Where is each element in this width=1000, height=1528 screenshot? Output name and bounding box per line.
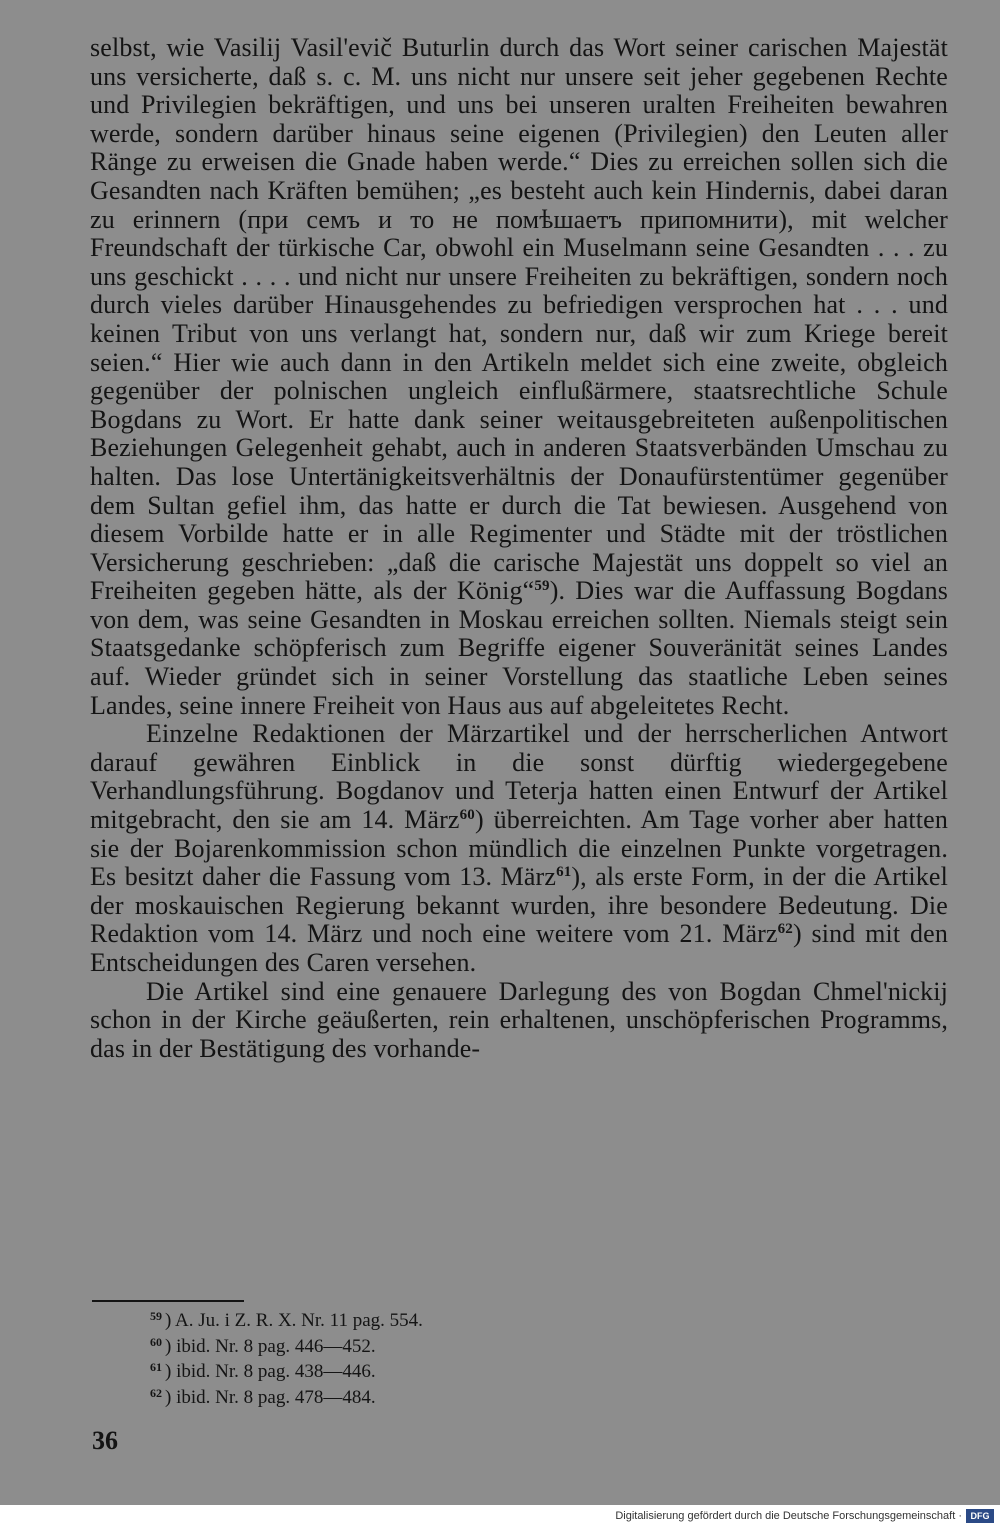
footnote-text: ) ibid. Nr. 8 pag. 446—452. — [165, 1335, 376, 1357]
footnote-ref-62[interactable]: 62 — [777, 921, 793, 938]
paragraph-text: Einzelne Redaktionen der Märzartikel und der herrscherlichen Antwort darauf gewähren Einblick in die sonst dürftig wiedergegebene Verhandlungsführung. Bogdanov und Teterja hatten einen Entwurf der Artikel mitgebracht, den sie am 14. März — [90, 719, 948, 835]
footnote-ref-61[interactable]: 61 — [556, 864, 572, 881]
footnote-divider — [92, 1300, 244, 1302]
footnote-text: ) ibid. Nr. 8 pag. 478—484. — [165, 1386, 376, 1408]
footnote-number: 62 — [150, 1385, 162, 1400]
paragraph-text: ) überreichten. Am Tage vorher aber hatten sie der Bojarenkommission schon mündlich die einzelnen Punkte vorgetragen. Es besitzt daher die Fassung vom 13. März — [90, 805, 949, 892]
paragraph-text: selbst, wie Vasilij Vasil'evič Buturlin durch das Wort seiner carischen Majestät uns versicherte, daß s. c. M. uns nicht nur unsere seit jeher gegebenen Rechte und Privilegien bekräftigen, und uns bei unseren uralten Freiheiten bewahren werde, sondern darüber hinaus seine eigenen (Privilegien) den Leuten aller Ränge zu erweisen die Gnade haben werde.“ Dies zu erreichen sollen sich die Gesandten nach Kräften bemühen; „es besteht auch kein Hindernis, dabei daran zu erinnern (при семъ и то не помѣшаетъ припомнити), mit welcher Freundschaft der türkische Car, obwohl ein Muselmann seine Gesandten . . . zu uns geschickt . . . . und nicht nur unsere Freiheiten zu bekräftigen, sondern noch durch vieles darüber Hinausgehendes zu befriedigen versprochen hat . . . und keinen Tribut von uns verlangt hat, sondern nur, daß wir zum Kriege bereit seien.“ Hier wie auch dann in den Artikeln meldet sich eine zweite, obgleich gegenüber der polnischen ungleich einflußärmere, staatsrechtliche Schule Bogdans zu Wort. Er hatte dank seiner weitausgebreiteten außenpolitischen Beziehungen Gelegenheit gehabt, auch in anderen Staatsverbänden Umschau zu halten. Das lose Untertänigkeitsverhältnis der Donaufürstentümer gegenüber dem Sultan gefiel ihm, das hatte er durch die Tat bewiesen. Ausgehend von diesem Vorbilde hatte er in alle Regimenter und Städte mit der tröstlichen Versicherung geschrieben: „daß die carische Majestät uns doppelt so viel an Freiheiten gegeben hätte, als der König“ — [90, 33, 948, 606]
footnote-ref-59[interactable]: 59 — [534, 578, 550, 595]
page-number: 36 — [92, 1426, 118, 1455]
footnote-number: 60 — [150, 1334, 162, 1349]
paragraph-text: ), als erste Form, in der die Artikel der moskauischen Regierung bekannt wurden, ihre besondere Bedeutung. Die Redaktion vom 14. März und noch eine weitere vom 21. März — [90, 862, 948, 949]
footnote-text: ) A. Ju. i Z. R. X. Nr. 11 pag. 554. — [165, 1310, 423, 1331]
footnote-61 — [150, 1357, 750, 1383]
paragraph-text: ). Dies war die Auffassung Bogdans von dem, was seine Gesandten in Moskau erreichen sollten. Niemals steigt sein Staatsgedanke schöpferisch zum Begriffe eigener Souveränität seines Landes auf. Wieder gründet sich in seiner Vorstellung das staatliche Leben seines Landes, seine innere Freiheit von Haus aus auf abgeleitetes Recht. — [90, 576, 948, 720]
footnote-number: 61 — [150, 1360, 162, 1374]
footnote-number: 59 — [150, 1309, 162, 1323]
footnote-text: ) ibid. Nr. 8 pag. 438—446. — [165, 1361, 376, 1382]
digitization-credit: Digitalisierung gefördert durch die Deutsche Forschungsgemeinschaft · — [615, 1510, 962, 1522]
paragraph-3 — [90, 978, 948, 1064]
footnote-62 — [150, 1383, 750, 1409]
credit-bar — [0, 1505, 1000, 1528]
paragraph-text: Die Artikel sind eine genauere Darlegung des von Bogdan Chmel'nickij schon in der Kirche geäußerten, rein erhaltenen, unschöpferischen Programms, das in der Bestätigung des vorhande- — [90, 976, 948, 1063]
paragraph-2 — [90, 720, 948, 977]
footnote-59 — [150, 1306, 750, 1332]
footnote-ref-60[interactable]: 60 — [459, 807, 475, 824]
footnote-60 — [150, 1332, 750, 1358]
paragraph-1 — [90, 34, 948, 720]
body-text — [90, 34, 948, 1063]
paragraph-text: ) sind mit den Entscheidungen des Caren versehen. — [90, 919, 948, 977]
dfg-logo: DFG — [966, 1509, 994, 1523]
footnotes — [150, 1306, 750, 1408]
